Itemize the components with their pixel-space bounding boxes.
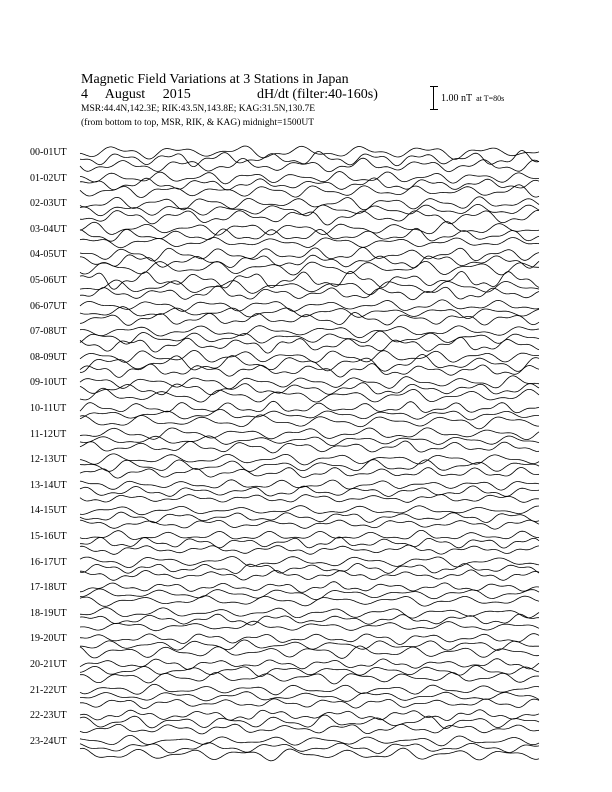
date-year: 2015 (162, 87, 191, 102)
trace-line-msr (80, 467, 539, 478)
trace-line-kag (80, 197, 539, 210)
trace-line-rik (80, 563, 539, 573)
hour-label: 19-20UT (30, 633, 67, 645)
hour-label: 11-12UT (30, 428, 67, 440)
trace-line-rik (80, 151, 539, 167)
trace-line-msr (80, 748, 539, 761)
hour-label: 00-01UT (30, 147, 67, 158)
trace-line-rik (80, 666, 539, 677)
trace-line-msr (80, 210, 539, 225)
trace-line-kag (80, 506, 539, 515)
filter-label: dH/dt (filter:40-160s) (257, 87, 378, 102)
trace-line-kag (80, 735, 539, 745)
trace-line-msr (80, 646, 539, 658)
scale-period: at T=80s (476, 94, 505, 103)
trace-line-kag (80, 608, 539, 619)
hour-label: 14-15UT (30, 505, 67, 517)
trace-line-msr (80, 495, 539, 503)
trace-line-kag (80, 454, 539, 465)
trace-line-kag (80, 376, 539, 389)
hour-label: 15-16UT (30, 531, 67, 542)
trace-line-rik (80, 640, 539, 650)
trace-line-kag (80, 634, 539, 645)
hour-label: 12-13UT (30, 454, 67, 466)
hour-label: 07-08UT (30, 326, 67, 338)
chart-title: Magnetic Field Variations at 3 Stations in Japan (81, 72, 349, 87)
hour-label: 10-11UT (30, 403, 67, 414)
trace-line-msr (80, 415, 539, 429)
trace-line-msr (80, 724, 539, 734)
date-month: August (104, 87, 146, 102)
trace-line-kag (80, 684, 539, 695)
trace-line-kag (80, 710, 539, 721)
trace-line-kag (80, 300, 539, 311)
hour-label: 01-02UT (30, 172, 67, 184)
hour-label: 09-10UT (30, 377, 67, 389)
hour-label: 05-06UT (30, 275, 67, 286)
trace-line-kag (80, 401, 539, 412)
hour-label: 06-07UT (30, 300, 67, 312)
trace-line-rik (80, 383, 539, 395)
scale-value: 1.00 nT (441, 93, 473, 104)
trace-line-kag (80, 326, 539, 338)
trace-line-msr (80, 570, 539, 580)
hour-label: 17-18UT (30, 582, 67, 594)
trace-line-kag (80, 146, 539, 159)
hour-label: 03-04UT (30, 223, 67, 235)
trace-line-rik (80, 204, 539, 215)
trace-line-msr (80, 621, 539, 631)
date-day: 4 (81, 87, 88, 102)
trace-line-rik (80, 228, 539, 241)
hour-label: 13-14UT (30, 479, 67, 491)
trace-line-kag (80, 530, 539, 539)
hour-label: 22-23UT (30, 710, 67, 722)
trace-line-rik (80, 331, 539, 344)
hour-label: 02-03UT (30, 198, 67, 210)
hour-label: 16-17UT (30, 556, 67, 568)
station-coordinates: MSR:44.4N,142.3E; RIK:43.5N,143.8E; KAG:31.5N,130.7E (81, 104, 316, 114)
trace-line-msr (80, 185, 539, 198)
trace-line-kag (80, 582, 539, 593)
trace-line-rik (80, 436, 539, 446)
trace-line-msr (80, 364, 539, 378)
hour-label: 23-24UT (30, 735, 67, 747)
trace-line-rik (80, 486, 539, 497)
trace-line-kag (80, 350, 539, 362)
trace-line-msr (80, 545, 539, 554)
hour-label: 21-22UT (30, 684, 67, 696)
hour-label: 04-05UT (30, 249, 67, 261)
station-order-note: (from bottom to top, MSR, RIK, & KAG) midnight=1500UT (81, 118, 315, 128)
trace-line-msr (80, 337, 539, 353)
trace-line-msr (80, 673, 539, 684)
hour-label: 08-09UT (30, 351, 67, 363)
trace-line-msr (80, 699, 539, 709)
trace-line-rik (80, 280, 539, 295)
trace-line-msr (80, 520, 539, 529)
trace-line-msr (80, 238, 539, 248)
trace-line-rik (80, 692, 539, 702)
trace-line-kag (80, 248, 539, 262)
hour-label: 18-19UT (30, 607, 67, 619)
hour-label: 20-21UT (30, 659, 67, 670)
trace-line-kag (80, 172, 539, 184)
trace-line-msr (80, 441, 539, 453)
